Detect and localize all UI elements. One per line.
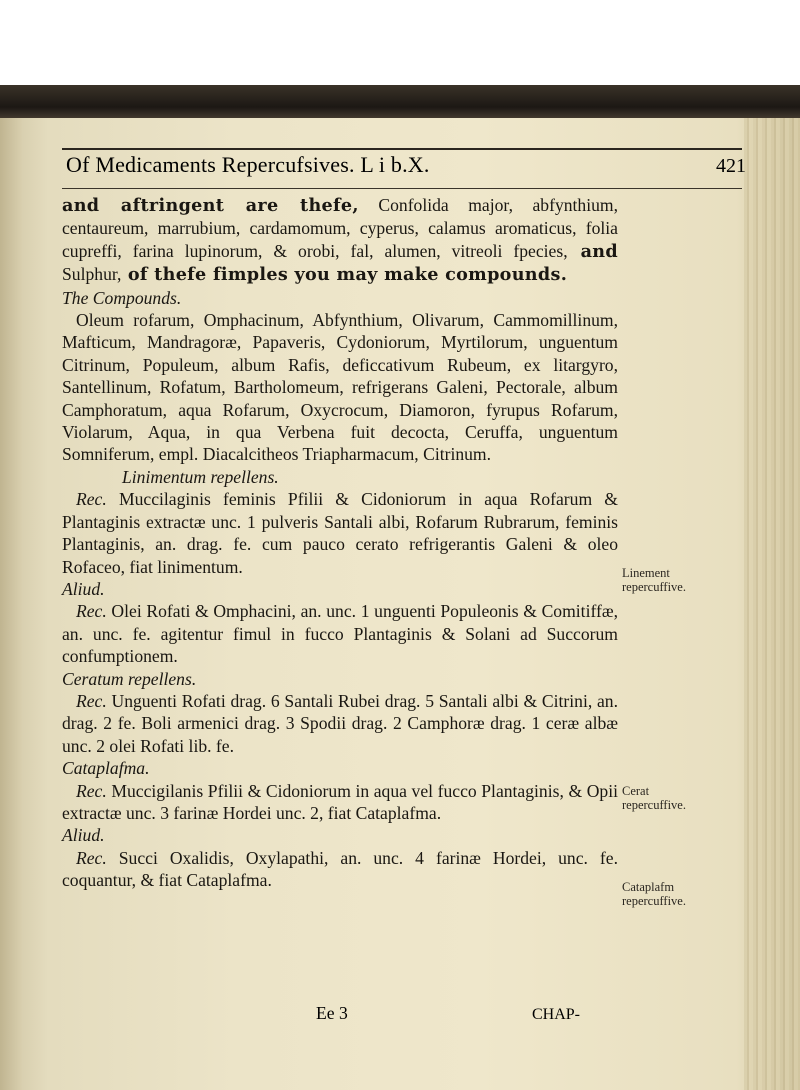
- header-rule-bottom: [62, 188, 742, 189]
- margin-note-cataplasm: Cataplafm repercuffive.: [622, 880, 686, 908]
- heading-cataplasma: Cataplafma.: [62, 758, 150, 779]
- recipe-cataplasma: [62, 780, 618, 825]
- heading-aliud: Aliud.: [62, 578, 105, 599]
- paragraph-intro: [62, 194, 618, 287]
- text-run: Confolida major, abfynthium, centaureum, marrubium, cardamomum, cyperus, calamus aromaticus, folia cupreffi, farina lupinorum, & orobi, fal, alumen, vitreoli fpecies,: [62, 195, 619, 261]
- recipe-text: Olei Rofati & Omphacini, an. unc. 1 unguenti Populeonis & Comitiffæ, an. unc. fe. agitentur fimul in fucco Plantaginis & Solani ad Succorum confumptionem.: [62, 601, 618, 667]
- recipe-linimentum: [62, 488, 618, 578]
- blackletter-phrase: of thefe fimples you may make compounds.: [121, 264, 568, 286]
- signature-mark: Ee 3: [316, 1003, 348, 1023]
- recipe-text: Muccigilanis Pfilii & Cidoniorum in aqua vel fucco Plantaginis, & Opii extractæ unc. 3 farinæ Hordei unc. 2, fiat Cataplafma.: [62, 780, 618, 823]
- header-rule-top: [62, 148, 742, 150]
- recipe-aliud: [62, 600, 618, 667]
- recipe-aliud-2: [62, 847, 618, 892]
- main-text: [62, 194, 618, 892]
- heading-linimentum: Linimentum repellens.: [122, 466, 279, 487]
- paragraph-compounds: Oleum rofarum, Omphacinum, Abfynthium, Olivarum, Cammomillinum, Mafticum, Mandragoræ, Papaveris, Cydoniorum, Myrtilorum, unguentum Citrinum, Populeum, album Rafis, deficcativum Rubeum, ex litargyro, Santellinum, Rofatum, Bartholomeum, refrigerans Galeni, Pectorale, album Camphoratum, aqua Rofarum, Oxycrocum, Diamoron, fyrupus Rofarum, Violarum, Aqua, in qua Verbena fuit decocta, Ceruffa, unguentum Somniferum, empl. Diacalcitheos Triapharmacum, Citrinum.: [62, 310, 618, 465]
- recipe-label: Rec.: [76, 601, 107, 622]
- running-title: Of Medicaments Repercufsives. L i b.X.: [66, 152, 430, 177]
- page-number: 421: [716, 155, 746, 177]
- recipe-ceratum: [62, 690, 618, 757]
- text-run: Sulphur,: [62, 264, 122, 285]
- heading-ceratum: Ceratum repellens.: [62, 668, 197, 689]
- recipe-label: Rec.: [76, 690, 107, 711]
- page-gutter-left: [0, 118, 22, 1090]
- blackletter-phrase: and aftringent are thefe,: [62, 195, 359, 216]
- recipe-text: Succi Oxalidis, Oxylapathi, an. unc. 4 farinæ Hordei, unc. fe. coquantur, & fiat Cataplafma.: [62, 847, 618, 891]
- margin-note-linement: Linement repercuffive.: [622, 566, 686, 594]
- heading-compounds: The Compounds.: [62, 287, 182, 308]
- page-fore-edge-right: [744, 118, 800, 1090]
- blackletter-word: and: [567, 240, 618, 262]
- margin-note-cerat: Cerat repercuffive.: [622, 784, 686, 812]
- catchword: CHAP-: [532, 1006, 581, 1023]
- recipe-label: Rec.: [76, 847, 107, 868]
- recipe-text: Muccilaginis feminis Pfilii & Cidoniorum in aqua Rofarum & Plantaginis extractæ unc. 1 pulveris Santali albi, Rofarum Rubrarum, feminis Plantaginis, an. drag. fe. cum pauco cerato refrigerantis Galeni & oleo Rofaceo, fiat linimentum.: [62, 489, 618, 577]
- recipe-label: Rec.: [76, 489, 107, 510]
- recipe-text: Unguenti Rofati drag. 6 Santali Rubei drag. 5 Santali albi & Citrini, an. drag. 2 fe. Boli armenici drag. 3 Spodii drag. 2 Camphoræ drag. 1 ceræ albæ unc. 2 olei Rofati lib. fe.: [62, 690, 618, 756]
- running-header: [66, 152, 746, 186]
- heading-aliud-2: Aliud.: [62, 825, 105, 846]
- recipe-label: Rec.: [76, 780, 107, 801]
